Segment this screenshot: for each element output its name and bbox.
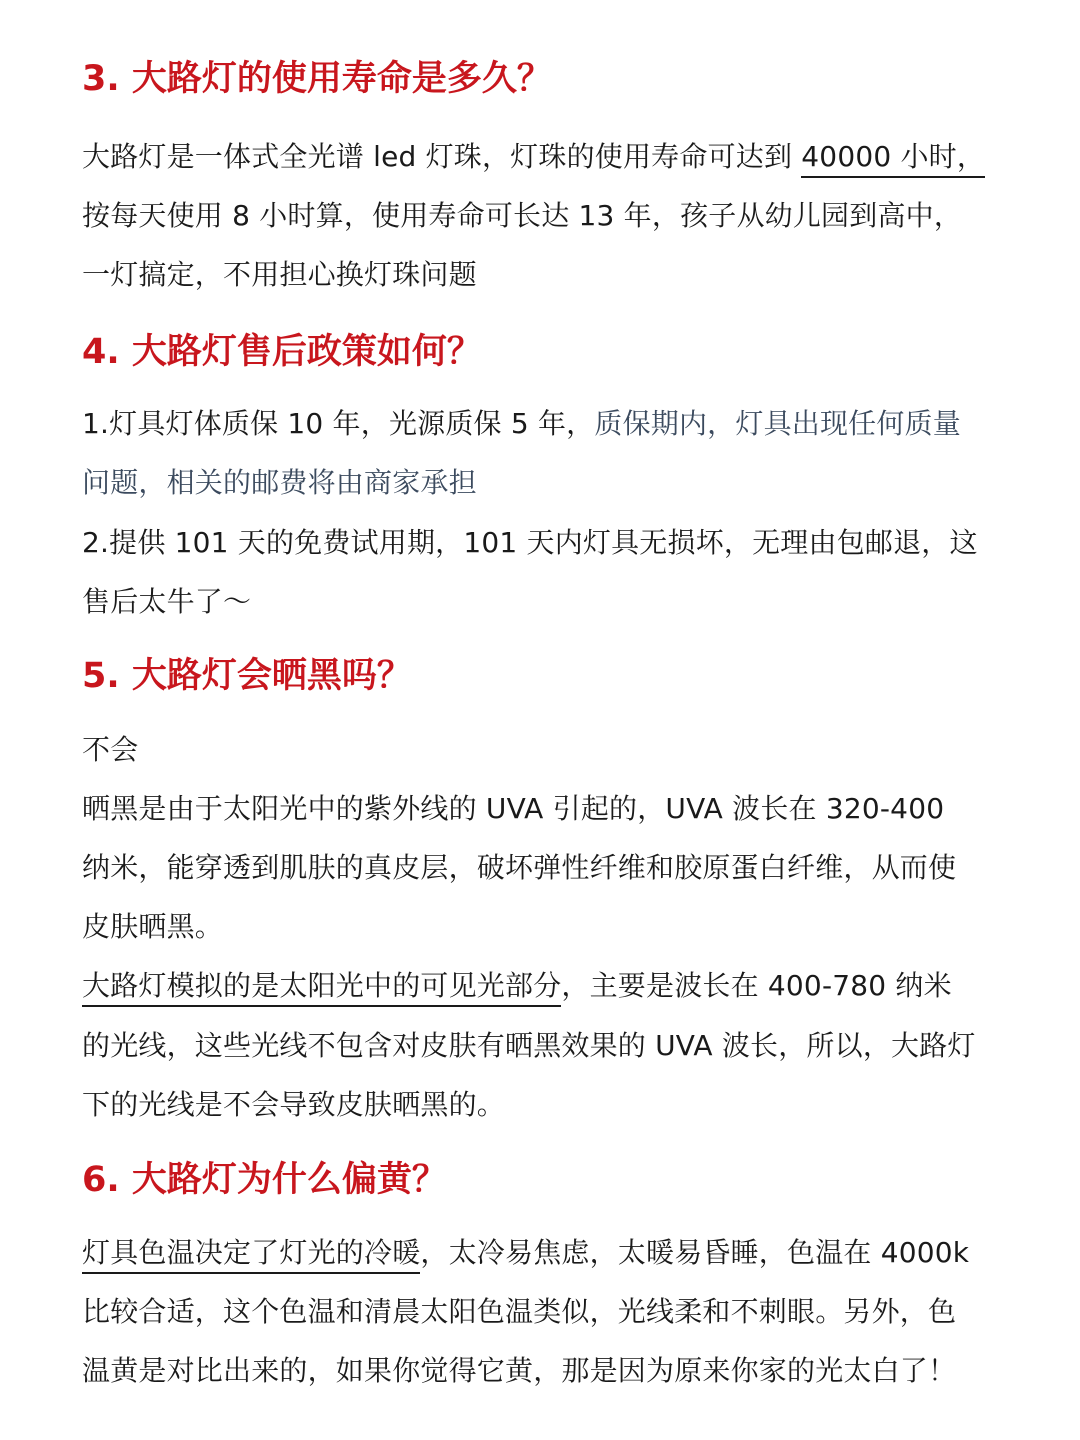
section-6-line-1-text: ，太冷易焦虑，太暖易昏睡，色温在 4000k	[420, 1236, 970, 1269]
section-6-line-3: 温黄是对比出来的，如果你觉得它黄，那是因为原来你家的光太白了！	[82, 1354, 957, 1387]
section-6-line-2: 比较合适，这个色温和清晨太阳色温类似，光线柔和不刺眼。另外，色	[82, 1295, 957, 1328]
section-4-line-2: 问题，相关的邮费将由商家承担	[82, 466, 477, 499]
section-6-heading: 6. 大路灯为什么偏黄？	[82, 1160, 447, 1200]
section-5-line-5-text: ，主要是波长在 400-780 纳米	[561, 969, 952, 1002]
section-5-line-5	[82, 969, 952, 1003]
section-5-line-3: 纳米，能穿透到肌肤的真皮层，破坏弹性纤维和胶原蛋白纤维，从而使	[82, 851, 957, 884]
section-3-line-2: 按每天使用 8 小时算，使用寿命可长达 13 年，孩子从幼儿园到高中，	[82, 199, 963, 232]
section-5-line-7: 下的光线是不会导致皮肤晒黑的。	[82, 1088, 506, 1121]
section-4-line-1	[82, 407, 961, 441]
section-3-heading: 3. 大路灯的使用寿命是多久？	[82, 59, 552, 99]
color-temp-highlight: 灯具色温决定了灯光的冷暖	[82, 1236, 420, 1274]
section-5-heading: 5. 大路灯会晒黑吗？	[82, 656, 412, 696]
visible-light-highlight: 大路灯模拟的是太阳光中的可见光部分	[82, 969, 561, 1007]
section-5-line-4: 皮肤晒黑。	[82, 910, 224, 943]
section-3-line-1	[82, 140, 985, 174]
section-6-line-1	[82, 1236, 969, 1270]
lifespan-highlight: 40000 小时，	[801, 140, 985, 178]
section-5-line-1: 不会	[82, 733, 139, 766]
section-3-line-3: 一灯搞定，不用担心换灯珠问题	[82, 258, 477, 291]
warranty-muted-text: 质保期内，灯具出现任何质量	[594, 407, 961, 440]
section-5-line-6: 的光线，这些光线不包含对皮肤有晒黑效果的 UVA 波长，所以，大路灯	[82, 1029, 976, 1062]
section-3-line-1-text: 大路灯是一体式全光谱 led 灯珠，灯珠的使用寿命可达到	[82, 140, 802, 173]
section-4-line-4: 售后太牛了～	[82, 585, 252, 618]
section-5-line-2: 晒黑是由于太阳光中的紫外线的 UVA 引起的，UVA 波长在 320-400	[82, 792, 945, 825]
section-4-line-3: 2.提供 101 天的免费试用期，101 天内灯具无损坏，无理由包邮退，这	[82, 526, 978, 559]
section-4-heading: 4. 大路灯售后政策如何？	[82, 332, 482, 372]
warranty-text: 1.灯具灯体质保 10 年，光源质保 5 年，	[82, 407, 595, 440]
